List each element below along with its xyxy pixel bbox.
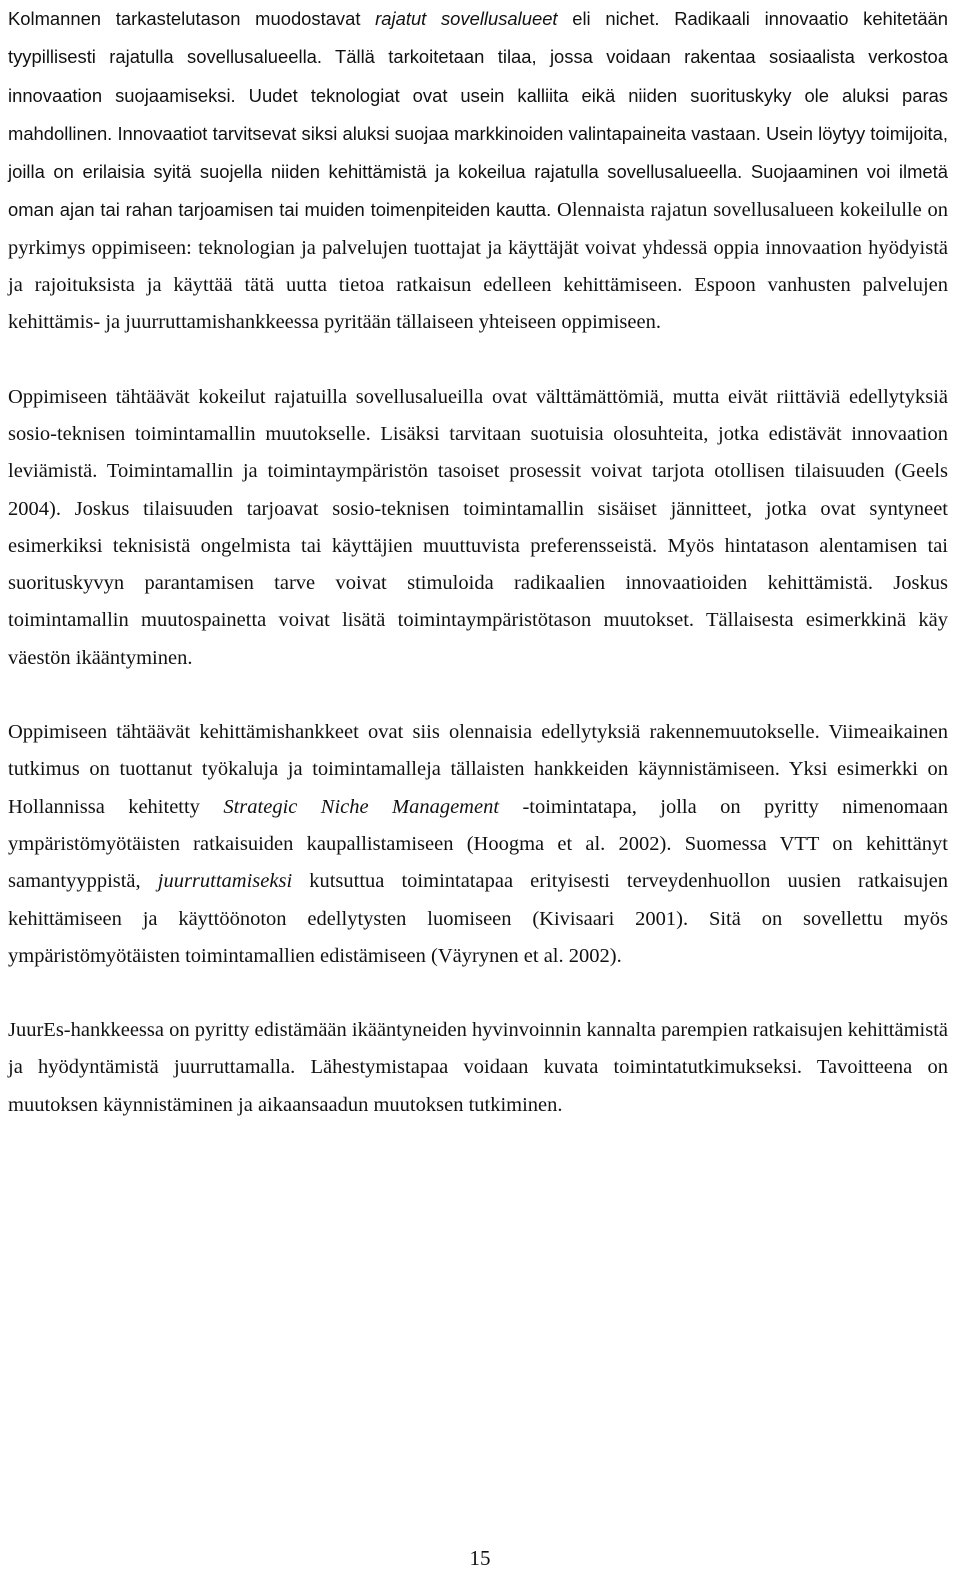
- paragraph-oppimiseen-tahtaavat-kokeilut: Oppimiseen tähtäävät kokeilut rajatuilla sovellusalueilla ovat välttämättömiä, mutta eivät riittäviä edellytyksiä sosio-teknisen toimintamallin muutokselle. Lisäksi tarvitaan suotuisia olosuhteita, jotka edistävät innovaation leviämistä. Toimintamallin ja toimintaympäristön tasoiset prosessit voivat tarjota otollisen tilaisuuden (Geels 2004). Joskus tilaisuuden tarjoavat sosio-teknisen toimintamallin sisäiset jännitteet, jotka ovat syntyneet esimerkiksi teknisistä ongelmista tai käyttäjien muuttuvista preferensseistä. Myös hintatason alentamisen tai suorituskyvyn parantamisen tarve voivat stimuloida radikaalien innovaatioiden kehittämistä. Joskus toimintamallin muutospainetta voivat lisätä toimintaympäristötason muutokset. Tällaisesta esimerkkinä käy väestön ikääntyminen.: [8, 385, 948, 669]
- paragraph-rajatut-sovellusalueet: [8, 0, 948, 342]
- paragraph-1-serif-text: Olennaista rajatun sovellusalueen kokeilulle on pyrkimys oppimiseen: teknologian ja palvelujen tuottajat ja käyttäjät voivat yhdessä oppia innovaation hyödyistä ja rajoituksista ja käyttää tätä uutta tietoa ratkaisun edelleen kehittämiseen. Espoon vanhusten palvelujen kehittämis- ja juurruttamishankkeessa pyritään tällaiseen yhteiseen oppimiseen.: [8, 199, 948, 334]
- emphasis-strategic-niche-management: Strategic Niche Management: [223, 795, 500, 818]
- emphasis-juurruttamiseksi: juurruttamiseksi: [157, 870, 293, 893]
- paragraph-juures-hanke: JuurEs-hankkeessa on pyritty edistämään ikääntyneiden hyvinvoinnin kannalta parempien ratkaisujen kehittämistä ja hyödyntämistä juurruttamalla. Lähestymistapaa voidaan kuvata toimintatutkimukseksi. Tavoitteena on muutoksen käynnistäminen ja aikaansaadun muutoksen tutkiminen.: [8, 1019, 948, 1116]
- document-page: [8, 0, 948, 1124]
- paragraph-kehittamishankkeet: Oppimiseen tähtäävät kehittämishankkeet ovat siis olennaisia edellytyksiä rakennemuutokselle. Viimeaikainen tutkimus on tuottanut työkaluja ja toimintamalleja tällaisten hankkeiden käynnistämiseen. Yksi esimerkki on Hollannissa kehitetty Strategic Niche Management -toimintatapa, jolla on pyritty nimenomaan ympäristömyötäisten ratkaisuiden kaupallistamiseen (Hoogma et al. 2002). Suomessa VTT on kehittänyt samantyyppistä, juurruttamiseksi kutsuttua toimintatapaa erityisesti terveydenhuollon uusien ratkaisujen kehittämiseen ja käyttöönoton edellytysten luomiseen (Kivisaari 2001). Sitä on sovellettu myös ympäristömyötäisten toimintamallien edistämiseen (Väyrynen et al. 2002).: [8, 721, 949, 967]
- paragraph-1-sans-text: Kolmannen tarkastelutason muodostavat rajatut sovellusalueet eli nichet. Radikaali innovaatio kehitetään tyypillisesti rajatulla sovellusalueella. Tällä tarkoitetaan tilaa, jossa voidaan rakentaa sosiaalista verkostoa innovaation suojaamiseksi. Uudet teknologiat ovat usein kalliita eikä niiden suorituskyky ole aluksi paras mahdollinen. Innovaatiot tarvitsevat siksi aluksi suojaa markkinoiden valintapaineita vastaan. Usein löytyy toimijoita, joilla on erilaisia syitä suojella niiden kehittämistä ja kokeilua rajatulla sovellusalueella. Suojaaminen voi ilmetä oman ajan tai rahan tarjoamisen tai muiden toimenpiteiden kautta.: [8, 8, 948, 221]
- page-number: 15: [469, 1546, 491, 1570]
- emphasis-rajatut-sovellusalueet: rajatut sovellusalueet: [375, 8, 558, 29]
